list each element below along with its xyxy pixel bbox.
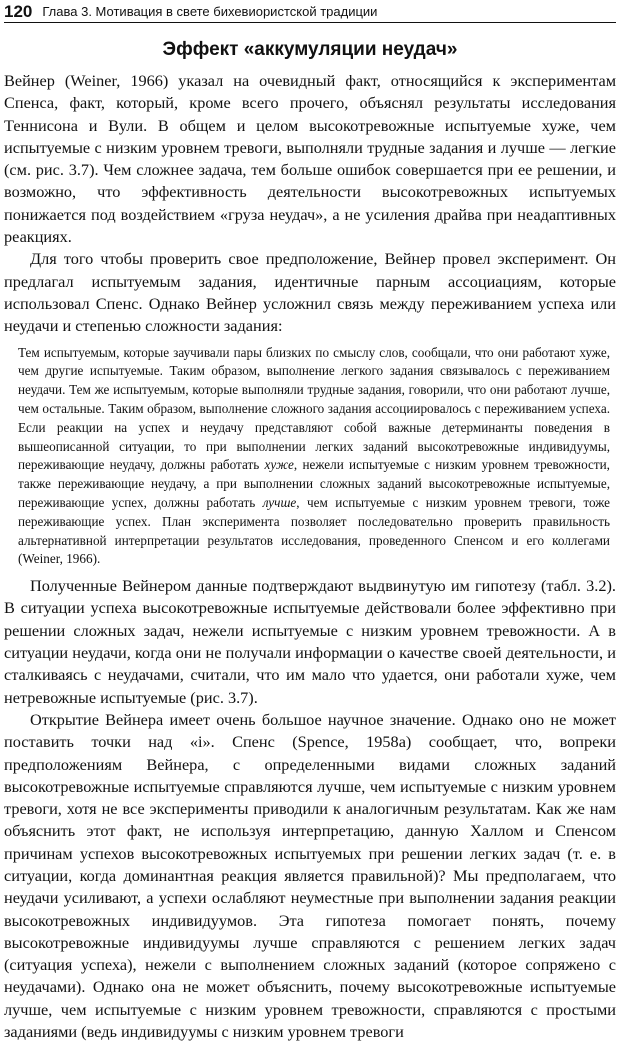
paragraph-3: Полученные Вейнером данные подтверждают выдвинутую им гипотезу (табл. 3.2). В ситуации успеха высокотревожные испытуемые действовали более эффективно при решении сложных задач, нежели испытуемые с низким уровнем тревожности. А в ситуации неудачи, когда они не получали информации о качестве своей деятельности, и сталкиваясь с неудачами, считали, что им мало что удается, они работали хуже, чем нетревожные испытуемые (рис. 3.7).	[4, 576, 616, 707]
quote-emphasis-better: лучше	[262, 494, 297, 510]
quote-text-3: , чем испытуемые с низким уровнем тревоги, тоже переживающие успех. План эксперимента позволяет последовательно проверить правильность альтернативной интерпретации результатов исследования, проведенного Спенсом и его коллегами (Weiner, 1966).	[18, 494, 611, 567]
quote-emphasis-worse: хуже	[264, 457, 294, 473]
quote-text-1: Тем испытуемым, которые заучивали пары близких по смыслу слов, сообщали, что они работают хуже, чем другие испытуемые. Таким образом, выполнение легкого задания связывалось с переживанием неудачи. Тем же испытуемым, которые выполняли трудные задания, говорили, что они работают лучше, чем остальные. Таким образом, выполнение сложного задания ассоциировалось с переживанием успеха. Если реакции на успех и неудачу представляют собой важные детерминанты поведения в вышеописанной ситуации, то при выполнении легких заданий высокотревожные индивидуумы, переживающие неудачу, должны работать	[18, 344, 610, 473]
body-text	[4, 70, 616, 1043]
block-quote	[18, 344, 610, 570]
section-title: Эффект «аккумуляции неудач»	[162, 39, 458, 60]
paragraph-1: Вейнер (Weiner, 1966) указал на очевидный факт, относящийся к экспериментам Спенса, факт, который, кроме всего прочего, объяснял результаты исследования Теннисона и Вули. В общем и целом высокотревожные испытуемые хуже, чем испытуемые с низким уровнем тревоги, выполняли трудные задания и лучше — легкие (см. рис. 3.7). Чем сложнее задача, тем больше ошибок совершается при ее решении, и возможно, что эффективность деятельности высокотревожных испытуемых понижается под воздействием «груза неудач», а не усиления драйва при неадаптивных реакциях.	[4, 71, 616, 247]
paragraph-2: Для того чтобы проверить свое предположение, Вейнер провел эксперимент. Он предлагал испытуемым задания, идентичные парным ассоциациям, которые использовал Спенс. Однако Вейнер усложнил связь между переживанием успеха или неудачи и степенью сложности задания:	[4, 249, 616, 336]
running-header	[4, 0, 616, 23]
quote-text-2: , нежели испытуемые с низким уровнем тревожности, также переживающие неудачу, а при выполнении сложных заданий высокотревожные испытуемые, переживающие успех, должны работать	[18, 457, 610, 510]
chapter-title: Глава 3. Мотивация в свете бихевиористской традиции	[42, 4, 378, 19]
page-number: 120	[4, 2, 33, 21]
paragraph-4: Открытие Вейнера имеет очень большое научное значение. Однако оно не может поставить точки над «i». Спенс (Spence, 1958a) сообщает, что, вопреки предположениям Вейнера, с определенными видами сложных заданий высокотревожные испытуемые справляются лучше, чем испытуемые с низким уровнем тревоги, хотя не все эксперименты приводили к аналогичным результатам. Как же нам объяснить этот факт, не используя интерпретацию, данную Халлом и Спенсом причинам успехов высокотревожных испытуемых при решении легких задач (т. е. в ситуации, когда доминантная реакция является правильной)? Мы предполагаем, что неудачи усиливают, а успехи ослабляют неуместные при выполнении задания реакции высокотревожных индивидуумов. Эта гипотеза помогает понять, почему высокотревожные индивидуумы лучше справляются с решением легких задач (ситуация успеха), нежели с выполнением сложных заданий (которое сопряжено с неудачами). Однако она не может объяснить, почему высокотревожные испытуемые лучше, чем испытуемые с низким уровнем тревожности, справляются с простыми заданиями (ведь индивидуумы с низким уровнем тревоги	[4, 709, 616, 1042]
